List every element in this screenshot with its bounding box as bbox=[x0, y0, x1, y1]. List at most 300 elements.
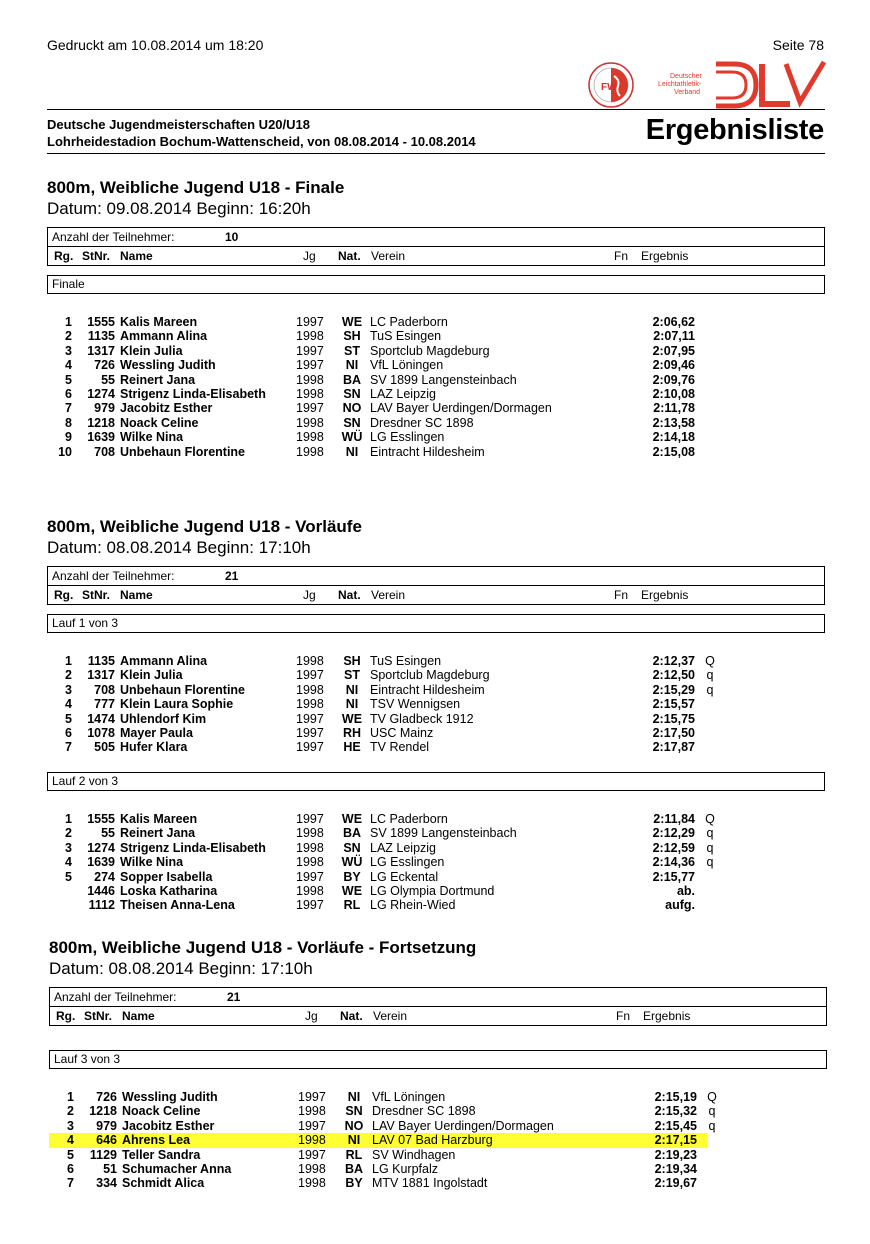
result-row bbox=[49, 1148, 829, 1162]
athlete-name: Wessling Judith bbox=[122, 1090, 218, 1104]
athlete-name: Ammann Alina bbox=[120, 654, 208, 668]
birth-year: 1998 bbox=[296, 840, 324, 855]
birth-year: 1997 bbox=[296, 358, 324, 373]
nation-code: SH bbox=[343, 654, 361, 668]
qualification-mark: Q bbox=[705, 654, 715, 668]
birth-year: 1997 bbox=[296, 725, 324, 740]
rank: 1 bbox=[65, 315, 72, 329]
heat-label-box bbox=[49, 1050, 827, 1069]
nation-code: SN bbox=[343, 415, 361, 430]
col-ergebnis: Ergebnis bbox=[641, 249, 689, 263]
nation-code: RH bbox=[342, 725, 362, 740]
athlete-name: Unbehaun Florentine bbox=[120, 682, 245, 697]
start-number: 1474 bbox=[87, 711, 115, 726]
athlete-name: Ahrens Lea bbox=[122, 1133, 191, 1148]
nation-code: WE bbox=[341, 812, 363, 826]
birth-year: 1997 bbox=[296, 869, 324, 884]
nation-code: SN bbox=[343, 386, 361, 401]
athlete-name: Uhlendorf Kim bbox=[120, 711, 207, 726]
athlete-name: Sopper Isabella bbox=[120, 869, 213, 884]
birth-year: 1998 bbox=[296, 444, 324, 459]
club: SV 1899 Langensteinbach bbox=[370, 826, 517, 841]
birth-year: 1997 bbox=[298, 1118, 326, 1133]
qualification-mark: q bbox=[708, 1104, 716, 1119]
header-rule-top bbox=[47, 109, 825, 110]
start-number: 1135 bbox=[87, 654, 115, 668]
rank: 1 bbox=[65, 654, 72, 668]
rank: 2 bbox=[65, 826, 72, 841]
athlete-name: Wilke Nina bbox=[120, 855, 184, 870]
nation-code: SH bbox=[343, 329, 361, 344]
athlete-name: Schmidt Alica bbox=[122, 1176, 205, 1191]
birth-year: 1998 bbox=[296, 415, 324, 430]
birth-year: 1997 bbox=[296, 812, 324, 826]
result-row bbox=[49, 1104, 829, 1118]
club: VfL Löningen bbox=[370, 358, 444, 373]
birth-year: 1998 bbox=[296, 654, 324, 668]
result-time: 2:12,37 bbox=[652, 654, 695, 668]
col-jg: Jg bbox=[303, 588, 316, 602]
rank: 8 bbox=[65, 415, 72, 430]
result-row bbox=[47, 826, 827, 840]
col-stnr: StNr. bbox=[82, 249, 111, 263]
rank: 4 bbox=[65, 697, 72, 712]
start-number: 1218 bbox=[89, 1104, 117, 1119]
result-time: 2:15,57 bbox=[652, 697, 695, 712]
rank: 1 bbox=[65, 812, 72, 826]
nation-code: NI bbox=[345, 444, 359, 459]
rank: 5 bbox=[65, 869, 72, 884]
qualification-mark: q bbox=[706, 840, 714, 855]
nation-code: NI bbox=[345, 697, 359, 712]
start-number: 51 bbox=[103, 1161, 117, 1176]
club: LC Paderborn bbox=[370, 315, 448, 329]
result-time: 2:19,34 bbox=[654, 1161, 697, 1176]
athlete-name: Wessling Judith bbox=[120, 358, 216, 373]
result-time: 2:19,23 bbox=[654, 1147, 697, 1162]
results-list bbox=[47, 812, 827, 913]
result-row bbox=[47, 870, 827, 884]
club: LAV Bayer Uerdingen/Dormagen bbox=[372, 1118, 554, 1133]
club: LG Olympia Dortmund bbox=[370, 883, 495, 898]
result-row bbox=[47, 329, 827, 343]
nation-code: WE bbox=[341, 883, 363, 898]
result-time: 2:12,50 bbox=[652, 668, 695, 683]
athlete-name: Jacobitz Esther bbox=[120, 401, 213, 416]
result-row bbox=[47, 898, 827, 912]
athlete-name: Teller Sandra bbox=[122, 1147, 201, 1162]
nation-code: BA bbox=[342, 826, 362, 841]
svg-text:FW: FW bbox=[601, 82, 617, 93]
birth-year: 1997 bbox=[296, 401, 324, 416]
start-number: 708 bbox=[94, 444, 115, 459]
start-number: 505 bbox=[94, 740, 115, 755]
rank: 9 bbox=[65, 430, 72, 445]
meet-info bbox=[47, 116, 476, 150]
birth-year: 1998 bbox=[296, 697, 324, 712]
start-number: 1317 bbox=[87, 343, 115, 358]
athlete-name: Noack Celine bbox=[120, 415, 199, 430]
start-number: 1129 bbox=[89, 1147, 117, 1162]
start-number: 1555 bbox=[87, 315, 115, 329]
club: USC Mainz bbox=[370, 725, 434, 740]
result-row bbox=[49, 1162, 829, 1176]
result-time: 2:11,84 bbox=[653, 812, 695, 826]
birth-year: 1998 bbox=[296, 883, 324, 898]
rank: 3 bbox=[65, 343, 72, 358]
col-nat: Nat. bbox=[340, 1009, 363, 1023]
athlete-name: Wilke Nina bbox=[120, 430, 184, 445]
start-number: 1317 bbox=[87, 668, 115, 683]
athlete-name: Klein Laura Sophie bbox=[120, 697, 234, 712]
club: LG Eckental bbox=[370, 869, 439, 884]
birth-year: 1998 bbox=[296, 386, 324, 401]
club: TuS Esingen bbox=[370, 654, 442, 668]
col-name: Name bbox=[122, 1009, 155, 1023]
club: TuS Esingen bbox=[370, 329, 442, 344]
rank: 5 bbox=[65, 372, 72, 387]
club: Dresdner SC 1898 bbox=[370, 415, 474, 430]
nation-code: NI bbox=[345, 682, 359, 697]
rank: 6 bbox=[65, 725, 72, 740]
start-number: 646 bbox=[96, 1133, 117, 1148]
rank: 3 bbox=[67, 1118, 74, 1133]
birth-year: 1997 bbox=[296, 898, 324, 913]
nation-code: NI bbox=[345, 358, 359, 373]
participants-count: 10 bbox=[225, 230, 239, 244]
start-number: 777 bbox=[94, 697, 115, 712]
club: Sportclub Magdeburg bbox=[370, 343, 490, 358]
rank: 7 bbox=[67, 1176, 74, 1191]
rank: 6 bbox=[67, 1161, 74, 1176]
result-row bbox=[47, 812, 827, 826]
result-row bbox=[47, 654, 827, 668]
athlete-name: Hufer Klara bbox=[120, 740, 188, 755]
athlete-name: Jacobitz Esther bbox=[122, 1118, 215, 1133]
result-row bbox=[47, 416, 827, 430]
svg-text:Deutscher: Deutscher bbox=[670, 73, 702, 80]
birth-year: 1997 bbox=[296, 740, 324, 755]
nation-code: WE bbox=[341, 315, 363, 329]
nation-code: SN bbox=[343, 840, 361, 855]
rank: 3 bbox=[65, 840, 72, 855]
qualification-mark: q bbox=[706, 826, 714, 841]
result-row bbox=[47, 344, 827, 358]
athlete-name: Strigenz Linda-Elisabeth bbox=[120, 840, 266, 855]
start-number: 1274 bbox=[87, 840, 115, 855]
club: TV Rendel bbox=[370, 740, 430, 755]
qualification-mark: q bbox=[706, 682, 714, 697]
result-time: 2:15,19 bbox=[654, 1090, 697, 1104]
nation-code: WÜ bbox=[341, 855, 363, 870]
start-number: 1135 bbox=[87, 329, 115, 344]
start-number: 726 bbox=[94, 358, 115, 373]
heat-label-box bbox=[47, 275, 825, 294]
result-row bbox=[49, 1090, 829, 1104]
club: TSV Wennigsen bbox=[370, 697, 461, 712]
result-time: 2:17,50 bbox=[652, 725, 695, 740]
result-row bbox=[47, 884, 827, 898]
qualification-mark: q bbox=[708, 1118, 716, 1133]
nation-code: NO bbox=[344, 1118, 364, 1133]
club: LG Rhein-Wied bbox=[370, 898, 456, 913]
result-row bbox=[47, 841, 827, 855]
results-list bbox=[47, 315, 827, 459]
col-rg: Rg. bbox=[54, 588, 74, 602]
club: LAV Bayer Uerdingen/Dormagen bbox=[370, 401, 552, 416]
table-header bbox=[47, 566, 825, 605]
nation-code: BY bbox=[345, 1176, 363, 1191]
birth-year: 1998 bbox=[298, 1161, 326, 1176]
col-jg: Jg bbox=[303, 249, 316, 263]
table-header bbox=[49, 987, 827, 1026]
nation-code: BY bbox=[343, 869, 361, 884]
nation-code: NI bbox=[347, 1090, 361, 1104]
birth-year: 1997 bbox=[296, 315, 324, 329]
svg-text:Leichtathletik-: Leichtathletik- bbox=[658, 81, 702, 88]
col-verein: Verein bbox=[371, 588, 406, 602]
col-ergebnis: Ergebnis bbox=[641, 588, 689, 602]
athlete-name: Reinert Jana bbox=[120, 372, 196, 387]
result-time: 2:15,77 bbox=[652, 869, 695, 884]
birth-year: 1998 bbox=[296, 372, 324, 387]
athlete-name: Reinert Jana bbox=[120, 826, 196, 841]
rank: 7 bbox=[65, 401, 72, 416]
athlete-name: Schumacher Anna bbox=[122, 1161, 232, 1176]
result-time: 2:10,08 bbox=[652, 386, 695, 401]
col-jg: Jg bbox=[305, 1009, 318, 1023]
result-row bbox=[47, 668, 827, 682]
col-nat: Nat. bbox=[338, 588, 361, 602]
start-number: 708 bbox=[94, 682, 115, 697]
result-time: 2:17,15 bbox=[654, 1133, 697, 1148]
result-time: 2:15,29 bbox=[652, 682, 695, 697]
col-rg: Rg. bbox=[56, 1009, 76, 1023]
birth-year: 1997 bbox=[298, 1090, 326, 1104]
result-row bbox=[47, 373, 827, 387]
birth-year: 1997 bbox=[296, 668, 324, 683]
qualification-mark: Q bbox=[705, 812, 715, 826]
result-row bbox=[49, 1119, 829, 1133]
meet-name: Deutsche Jugendmeisterschaften U20/U18 bbox=[47, 117, 310, 132]
qualification-mark: Q bbox=[707, 1090, 717, 1104]
athlete-name: Loska Katharina bbox=[120, 883, 218, 898]
col-stnr: StNr. bbox=[84, 1009, 113, 1023]
heat-label: Lauf 1 von 3 bbox=[52, 616, 119, 630]
result-row bbox=[47, 315, 827, 329]
nation-code: WE bbox=[341, 711, 363, 726]
participants-label: Anzahl der Teilnehmer: bbox=[54, 990, 177, 1004]
result-time: 2:15,45 bbox=[654, 1118, 697, 1133]
result-time: 2:11,78 bbox=[653, 401, 695, 416]
birth-year: 1998 bbox=[296, 430, 324, 445]
page-number: Seite 78 bbox=[772, 37, 824, 53]
athlete-name: Noack Celine bbox=[122, 1104, 201, 1119]
participants-count: 21 bbox=[227, 990, 241, 1004]
start-number: 1218 bbox=[87, 415, 115, 430]
rank: 2 bbox=[65, 329, 72, 344]
nation-code: SN bbox=[345, 1104, 363, 1119]
start-number: 334 bbox=[96, 1176, 117, 1191]
rank: 7 bbox=[65, 740, 72, 755]
result-time: 2:17,87 bbox=[652, 740, 695, 755]
nation-code: HE bbox=[343, 740, 361, 755]
section-title: 800m, Weibliche Jugend U18 - Vorläufe - Fortsetzung bbox=[49, 938, 477, 957]
participants-count: 21 bbox=[225, 569, 239, 583]
heat-label-box bbox=[47, 772, 825, 791]
result-time: 2:14,18 bbox=[652, 430, 695, 445]
rank: 5 bbox=[67, 1147, 74, 1162]
heat-label: Lauf 2 von 3 bbox=[52, 774, 119, 788]
club: LG Esslingen bbox=[370, 430, 445, 445]
athlete-name: Klein Julia bbox=[120, 668, 183, 683]
nation-code: NI bbox=[347, 1133, 361, 1148]
club: LAZ Leipzig bbox=[370, 386, 437, 401]
result-time: 2:14,36 bbox=[652, 855, 695, 870]
rank: 6 bbox=[65, 386, 72, 401]
rank: 4 bbox=[65, 358, 72, 373]
heat-label: Lauf 3 von 3 bbox=[54, 1052, 121, 1066]
section-title: 800m, Weibliche Jugend U18 - Vorläufe bbox=[47, 517, 362, 536]
result-row bbox=[47, 358, 827, 372]
results-list bbox=[47, 654, 827, 755]
birth-year: 1997 bbox=[296, 711, 324, 726]
result-time: 2:07,11 bbox=[653, 329, 695, 344]
result-row bbox=[47, 697, 827, 711]
club: VfL Löningen bbox=[372, 1090, 446, 1104]
header-rule-bottom bbox=[47, 153, 825, 154]
participants-label: Anzahl der Teilnehmer: bbox=[52, 230, 175, 244]
nation-code: BA bbox=[342, 372, 362, 387]
nation-code: ST bbox=[344, 343, 360, 358]
qualification-mark: q bbox=[706, 855, 714, 870]
athlete-name: Theisen Anna-Lena bbox=[120, 898, 235, 913]
birth-year: 1998 bbox=[298, 1104, 326, 1119]
result-row bbox=[47, 401, 827, 415]
col-verein: Verein bbox=[371, 249, 406, 263]
start-number: 55 bbox=[101, 826, 115, 841]
result-row bbox=[47, 855, 827, 869]
club: Dresdner SC 1898 bbox=[372, 1104, 476, 1119]
nation-code: ST bbox=[344, 668, 360, 683]
result-time: 2:09,46 bbox=[652, 358, 695, 373]
col-ergebnis: Ergebnis bbox=[643, 1009, 691, 1023]
result-time: 2:07,95 bbox=[652, 343, 695, 358]
start-number: 1274 bbox=[87, 386, 115, 401]
result-time: 2:12,59 bbox=[652, 840, 695, 855]
athlete-name: Klein Julia bbox=[120, 343, 183, 358]
club: LAV 07 Bad Harzburg bbox=[372, 1133, 493, 1148]
col-fn: Fn bbox=[614, 588, 629, 602]
svg-text:Verband: Verband bbox=[674, 89, 701, 96]
heat-label-box bbox=[47, 614, 825, 633]
start-number: 274 bbox=[94, 869, 115, 884]
result-row-highlighted bbox=[49, 1133, 707, 1147]
rank: 4 bbox=[67, 1133, 74, 1148]
club: LC Paderborn bbox=[370, 812, 448, 826]
participants-label: Anzahl der Teilnehmer: bbox=[52, 569, 175, 583]
athlete-name: Ammann Alina bbox=[120, 329, 208, 344]
club: LAZ Leipzig bbox=[370, 840, 437, 855]
start-number: 1639 bbox=[87, 855, 115, 870]
result-row bbox=[49, 1176, 829, 1190]
meet-venue: Lohrheidestadion Bochum-Wattenscheid, von 08.08.2014 - 10.08.2014 bbox=[47, 134, 476, 149]
birth-year: 1998 bbox=[298, 1133, 326, 1148]
col-name: Name bbox=[120, 588, 153, 602]
start-number: 55 bbox=[101, 372, 115, 387]
athlete-name: Unbehaun Florentine bbox=[120, 444, 245, 459]
start-number: 726 bbox=[96, 1090, 117, 1104]
result-time: 2:15,08 bbox=[652, 444, 695, 459]
col-verein: Verein bbox=[373, 1009, 408, 1023]
club: TV Gladbeck 1912 bbox=[370, 711, 474, 726]
result-time: ab. bbox=[676, 883, 695, 898]
result-time: 2:06,62 bbox=[652, 315, 695, 329]
table-header bbox=[47, 227, 825, 266]
document-title: Ergebnisliste bbox=[645, 114, 824, 146]
rank: 4 bbox=[65, 855, 72, 870]
rank: 10 bbox=[58, 444, 72, 459]
club: SV Windhagen bbox=[372, 1147, 456, 1162]
start-number: 1112 bbox=[88, 898, 115, 913]
club: LG Kurpfalz bbox=[372, 1161, 439, 1176]
nation-code: WÜ bbox=[341, 430, 363, 445]
birth-year: 1997 bbox=[296, 343, 324, 358]
dlv-logo-icon bbox=[658, 60, 828, 110]
result-row bbox=[47, 726, 827, 740]
start-number: 1639 bbox=[87, 430, 115, 445]
result-row bbox=[47, 740, 827, 754]
club: SV 1899 Langensteinbach bbox=[370, 372, 517, 387]
nation-code: NO bbox=[342, 401, 362, 416]
section-title: 800m, Weibliche Jugend U18 - Finale bbox=[47, 178, 345, 197]
athlete-name: Mayer Paula bbox=[120, 725, 193, 740]
result-time: 2:15,75 bbox=[652, 711, 695, 726]
start-number: 1078 bbox=[87, 725, 115, 740]
results-list bbox=[49, 1090, 829, 1191]
birth-year: 1997 bbox=[298, 1147, 326, 1162]
athlete-name: Strigenz Linda-Elisabeth bbox=[120, 386, 266, 401]
col-name: Name bbox=[120, 249, 153, 263]
nation-code: RL bbox=[343, 898, 361, 913]
athlete-name: Kalis Mareen bbox=[120, 315, 198, 329]
result-time: 2:09,76 bbox=[652, 372, 695, 387]
start-number: 1555 bbox=[87, 812, 115, 826]
logos bbox=[588, 60, 828, 110]
rank: 1 bbox=[67, 1090, 74, 1104]
rank: 2 bbox=[67, 1104, 74, 1119]
club: MTV 1881 Ingolstadt bbox=[372, 1176, 488, 1191]
club: LG Esslingen bbox=[370, 855, 445, 870]
heat-label: Finale bbox=[52, 277, 85, 291]
result-row bbox=[47, 387, 827, 401]
printed-timestamp: Gedruckt am 10.08.2014 um 18:20 bbox=[47, 37, 264, 53]
result-time: 2:19,67 bbox=[654, 1176, 697, 1191]
qualification-mark: q bbox=[706, 668, 714, 683]
col-fn: Fn bbox=[614, 249, 629, 263]
col-fn: Fn bbox=[616, 1009, 631, 1023]
birth-year: 1998 bbox=[296, 682, 324, 697]
birth-year: 1998 bbox=[296, 855, 324, 870]
result-row bbox=[47, 712, 827, 726]
result-row bbox=[47, 683, 827, 697]
section-date: Datum: 09.08.2014 Beginn: 16:20h bbox=[47, 199, 311, 218]
nation-code: BA bbox=[344, 1161, 364, 1176]
col-rg: Rg. bbox=[54, 249, 74, 263]
result-time: 2:12,29 bbox=[652, 826, 695, 841]
birth-year: 1998 bbox=[296, 329, 324, 344]
athlete-name: Kalis Mareen bbox=[120, 812, 198, 826]
